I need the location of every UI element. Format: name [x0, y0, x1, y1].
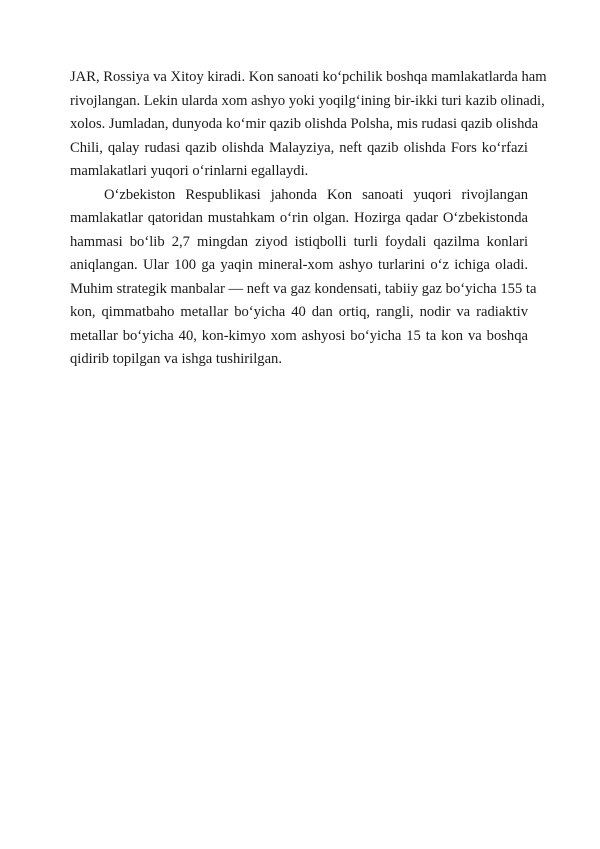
body-text [70, 66, 547, 372]
text-line: Chili, qalay rudasi qazib olishda Malayziya, neft qazib olishda Fors ko‘rfazi [70, 139, 528, 156]
text-line: mamlakatlari yuqori o‘rinlarni egallaydi. [70, 163, 309, 179]
paragraph-2 [70, 184, 537, 372]
text-line: hammasi bo‘lib 2,7 mingdan ziyod istiqbolli turli foydali qazilma konlari [70, 233, 528, 250]
text-line: metallar bo‘yicha 40, kon-kimyo xom ashyosi bo‘yicha 15 ta kon va boshqa [70, 327, 528, 344]
text-line: aniqlangan. Ular 100 ga yaqin mineral-xom ashyo turlarini o‘z ichiga oladi. [70, 257, 528, 273]
text-line: O‘zbekiston Respublikasi jahonda Kon sanoati yuqori rivojlangan [104, 186, 528, 203]
text-line: rivojlangan. Lekin ularda xom ashyo yoki yoqilg‘ining bir-ikki turi kazib olinadi, [70, 92, 545, 109]
text-line: xolos. Jumladan, dunyoda ko‘mir qazib olishda Polsha, mis rudasi qazib olishda [70, 116, 539, 132]
text-line: JAR, Rossiya va Xitoy kiradi. Kon sanoati ko‘pchilik boshqa mamlakatlarda ham [70, 69, 547, 85]
text-line: mamlakatlar qatoridan mustahkam o‘rin olgan. Hozirga qadar O‘zbekistonda [70, 210, 528, 226]
paragraph-1 [70, 66, 547, 184]
text-line: qidirib topilgan va ishga tushirilgan. [70, 351, 282, 367]
text-line: kon, qimmatbaho metallar bo‘yicha 40 dan ortiq, rangli, nodir va radiaktiv [70, 304, 528, 320]
text-line: Muhim strategik manbalar — neft va gaz kondensati, tabiiy gaz bo‘yicha 155 ta [70, 280, 537, 297]
